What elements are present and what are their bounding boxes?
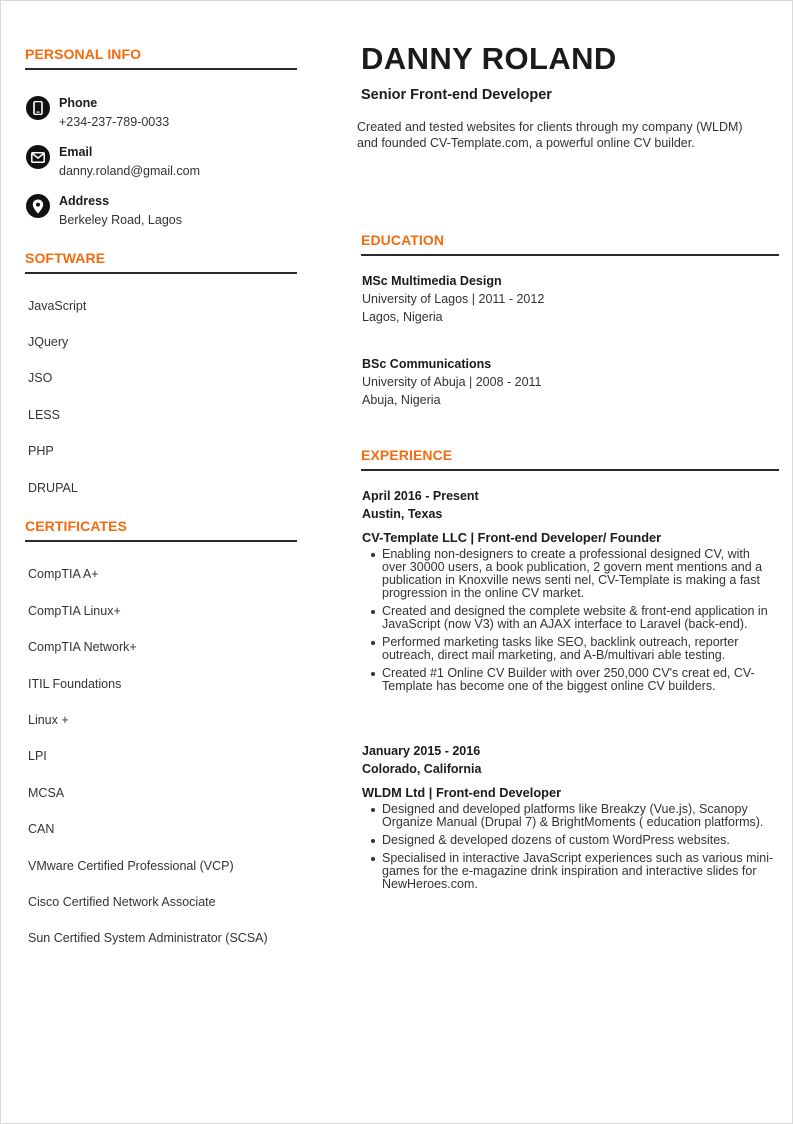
responsibilities-list	[362, 548, 776, 693]
list-item: Specialised in interactive JavaScript experiences such as various mini-games for the e-magazine drink inspiration and interactive slides for NewHeroes.com.	[362, 852, 776, 891]
list-item: Enabling non-designers to create a professional designed CV, with over 30000 users, a book publication, 2 govern ment mentions and a publication in Knoxville news senti nel, CV-Template is making a fast progression in the online CV market.	[362, 548, 776, 600]
personal-info-section-header	[25, 46, 297, 70]
position-title: CV-Template LLC | Front-end Developer/ Founder	[362, 530, 662, 545]
contact-label: Email	[59, 145, 93, 159]
software-item: PHP	[28, 444, 54, 458]
certificate-item: Cisco Certified Network Associate	[28, 895, 216, 909]
phone-value: +234-237-789-0033	[59, 115, 170, 129]
responsibilities-list	[362, 803, 776, 891]
list-item: Performed marketing tasks like SEO, backlink outreach, reporter outreach, direct mail marketing, and A-B/multivari able testing.	[362, 636, 776, 662]
location-pin-icon	[26, 194, 50, 218]
list-item: Created and designed the complete website & front-end application in JavaScript (now V3) with an AJAX interface to Laravel (back-end).	[362, 605, 776, 631]
personal-info-title: PERSONAL INFO	[25, 46, 142, 62]
section-divider	[25, 68, 297, 70]
education-section-header	[361, 232, 779, 256]
contact-address	[25, 194, 297, 228]
contact-phone	[25, 96, 297, 130]
software-item: JavaScript	[28, 299, 87, 313]
profile-summary: Created and tested websites for clients through my company (WLDM) and founded CV-Template.com, a powerful online CV builder.	[357, 120, 743, 150]
school-location: Abuja, Nigeria	[362, 393, 441, 407]
list-item: Designed and developed platforms like Breakzy (Vue.js), Scanopy Organize Manual (Drupal 7) & BrightMoments ( education platforms).	[362, 803, 776, 829]
certificate-item: VMware Certified Professional (VCP)	[28, 859, 234, 873]
employment-dates: January 2015 - 2016	[362, 744, 481, 758]
degree: BSc Communications	[362, 357, 492, 371]
degree: MSc Multimedia Design	[362, 274, 502, 288]
school: University of Abuja | 2008 - 2011	[362, 375, 542, 389]
certificate-item: Sun Certified System Administrator (SCSA)	[28, 931, 268, 945]
certificate-item: MCSA	[28, 786, 65, 800]
section-divider	[361, 254, 779, 256]
position-title: WLDM Ltd | Front-end Developer	[362, 785, 562, 800]
software-title: SOFTWARE	[25, 250, 106, 266]
contact-label: Address	[59, 194, 110, 208]
certificate-item: CompTIA A+	[28, 567, 99, 581]
employment-dates: April 2016 - Present	[362, 489, 479, 503]
experience-section-header	[361, 447, 779, 471]
section-divider	[25, 272, 297, 274]
employment-location: Colorado, California	[362, 762, 482, 776]
experience-title: EXPERIENCE	[361, 447, 453, 463]
certificates-section-header	[25, 518, 297, 542]
software-item: JSO	[28, 371, 53, 385]
education-entry	[362, 355, 776, 409]
job-title: Senior Front-end Developer	[361, 87, 552, 103]
software-section-header	[25, 250, 297, 274]
contact-label: Phone	[59, 96, 98, 110]
mail-icon	[26, 145, 50, 169]
list-item: Designed & developed dozens of custom WordPress websites.	[362, 834, 776, 847]
email-value: danny.roland@gmail.com	[59, 164, 200, 178]
certificate-item: CompTIA Linux+	[28, 604, 121, 618]
employment-location: Austin, Texas	[362, 507, 443, 521]
software-item: DRUPAL	[28, 481, 78, 495]
software-item: JQuery	[28, 335, 69, 349]
school: University of Lagos | 2011 - 2012	[362, 292, 545, 306]
list-item: Created #1 Online CV Builder with over 250,000 CV's creat ed, CV-Template has become one of the biggest online CV builders.	[362, 667, 776, 693]
experience-entry	[362, 742, 776, 896]
certificate-item: Linux +	[28, 713, 69, 727]
certificate-item: CompTIA Network+	[28, 640, 137, 654]
education-title: EDUCATION	[361, 232, 445, 248]
section-divider	[25, 540, 297, 542]
certificates-title: CERTIFICATES	[25, 518, 128, 534]
software-item: LESS	[28, 408, 60, 422]
school-location: Lagos, Nigeria	[362, 310, 443, 324]
certificate-item: ITIL Foundations	[28, 677, 122, 691]
certificate-item: LPI	[28, 749, 47, 763]
education-entry	[362, 272, 776, 326]
experience-entry	[362, 487, 776, 698]
section-divider	[361, 469, 779, 471]
full-name: DANNY ROLAND	[361, 41, 617, 76]
contact-email	[25, 145, 297, 179]
address-value: Berkeley Road, Lagos	[59, 213, 182, 227]
phone-icon	[26, 96, 50, 120]
certificate-item: CAN	[28, 822, 55, 836]
